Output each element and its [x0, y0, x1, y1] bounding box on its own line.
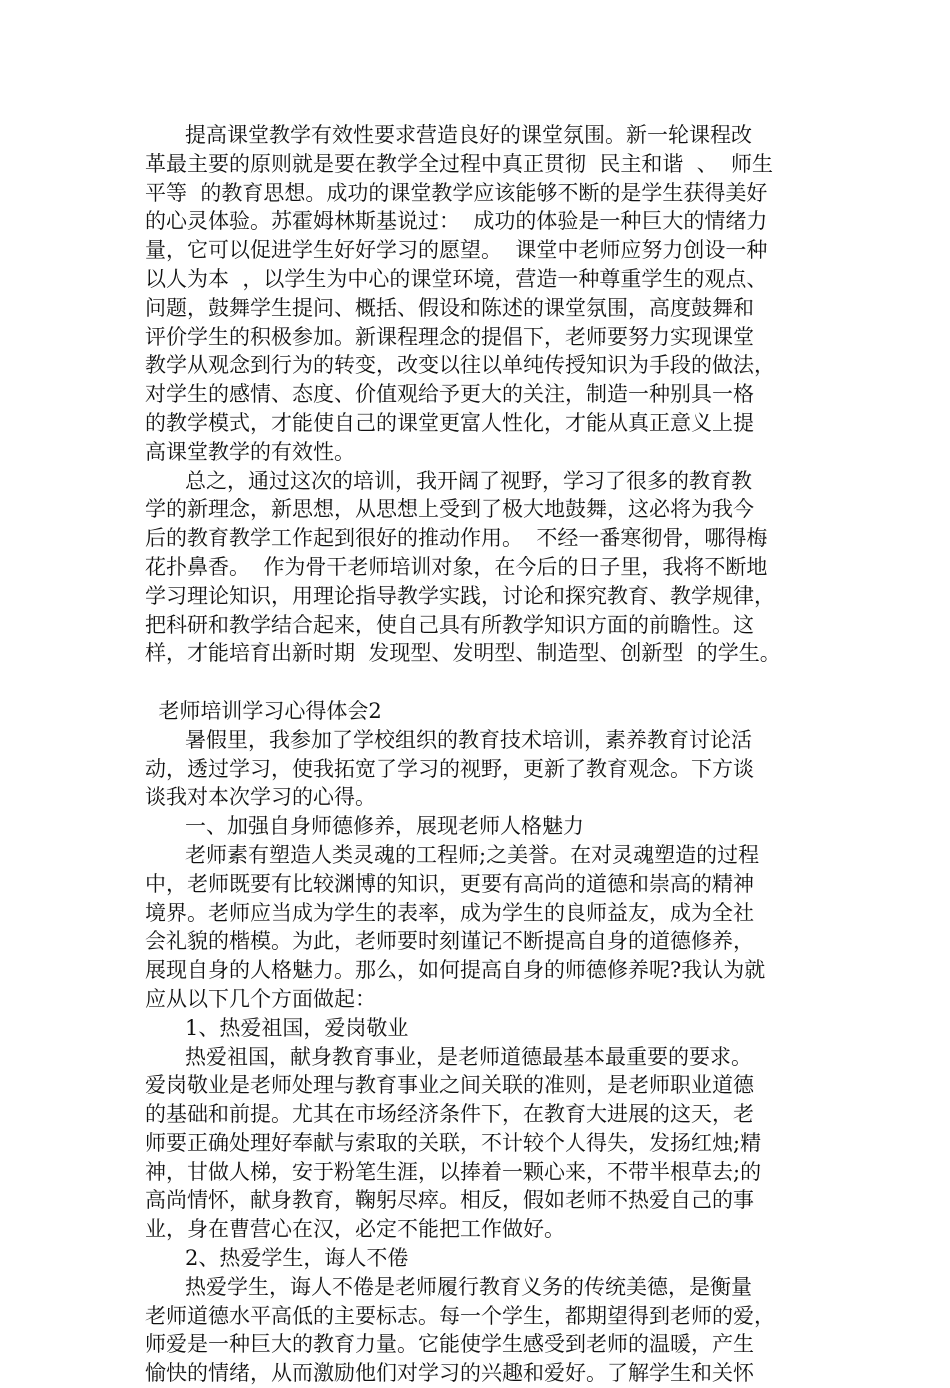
text-line: 师要正确处理好奉献与索取的关联，不计较个人得失，发扬红烛;精 [145, 1130, 762, 1155]
text-line: 境界。老师应当成为学生的表率，成为学生的良师益友，成为全社 [145, 900, 754, 925]
heading-love-country: 1、热爱祖国，爱岗敬业 [145, 1015, 409, 1040]
text-line: 热爱祖国，献身教育事业，是老师道德最基本最重要的要求。 [145, 1044, 753, 1069]
heading-love-students: 2、热爱学生，诲人不倦 [145, 1246, 409, 1271]
document-body [145, 121, 810, 1388]
text-line: 量，它可以促进学生好好学习的愿望。 课堂中老师应努力创设一种 [145, 238, 768, 263]
text-line: 评价学生的积极参加。新课程理念的提倡下，老师要努力实现课堂 [145, 324, 754, 349]
text-line: 问题，鼓舞学生提问、概括、假设和陈述的课堂氛围，高度鼓舞和 [145, 295, 754, 320]
text-line: 应从以下几个方面做起： [145, 986, 376, 1011]
text-line: 热爱学生，诲人不倦是老师履行教育义务的传统美德，是衡量 [145, 1274, 753, 1299]
text-line: 学习理论知识，用理论指导教学实践，讨论和探究教育、教学规律， [145, 583, 775, 608]
section-title: 老师培训学习心得体会2 [145, 698, 382, 723]
paragraph-summary [145, 467, 810, 669]
text-line: 谈我对本次学习的心得。 [145, 785, 376, 810]
text-line: 老师素有塑造人类灵魂的工程师;之美誉。在对灵魂塑造的过程 [145, 842, 760, 867]
text-line: 平等 的教育思想。成功的课堂教学应该能够不断的是学生获得美好 [145, 180, 768, 205]
text-line: 中，老师既要有比较渊博的知识，更要有高尚的道德和崇高的精神 [145, 871, 754, 896]
text-line: 革最主要的原则就是要在教学全过程中真正贯彻 民主和谐 、 师生 [145, 151, 774, 176]
text-line: 师爱是一种巨大的教育力量。它能使学生感受到老师的温暖，产生 [145, 1332, 754, 1357]
text-line: 动，透过学习，使我拓宽了学习的视野，更新了教育观念。下方谈 [145, 756, 754, 781]
paragraph-intro [145, 726, 810, 812]
text-line: 把科研和教学结合起来，使自己具有所教学知识方面的前瞻性。这 [145, 612, 754, 637]
paragraph-love-students [145, 1273, 810, 1388]
text-line: 的心灵体验。苏霍姆林斯基说过： 成功的体验是一种巨大的情绪力 [145, 209, 768, 234]
text-line: 学的新理念，新思想，从思想上受到了极大地鼓舞，这必将为我今 [145, 497, 754, 522]
text-line: 后的教育教学工作起到很好的推动作用。 不经一番寒彻骨，哪得梅 [145, 526, 768, 551]
blank-line [145, 668, 810, 697]
paragraph-ethics [145, 841, 810, 1014]
text-line: 暑假里，我参加了学校组织的教育技术培训，素养教育讨论活 [145, 727, 753, 752]
text-line: 展现自身的人格魅力。那么，如何提高自身的师德修养呢?我认为就 [145, 958, 766, 983]
text-line: 以人为本 ，以学生为中心的课堂环境，营造一种尊重学生的观点、 [145, 266, 768, 291]
text-line: 的教学模式，才能使自己的课堂更富人性化，才能从真正意义上提 [145, 410, 754, 435]
text-line: 的基础和前提。尤其在市场经济条件下，在教育大进展的这天，老 [145, 1102, 754, 1127]
text-line: 对学生的感情、态度、价值观给予更大的关注，制造一种别具一格 [145, 382, 754, 407]
text-line: 高尚情怀，献身教育，鞠躬尽瘁。相反，假如老师不热爱自己的事 [145, 1188, 754, 1213]
paragraph-love-country [145, 1043, 810, 1245]
text-line: 花扑鼻香。 作为骨干老师培训对象，在今后的日子里，我将不断地 [145, 554, 768, 579]
text-line: 样，才能培育出新时期 发现型、发明型、制造型、创新型 的学生。 [145, 641, 781, 666]
text-line: 神，甘做人梯，安于粉笔生涯，以捧着一颗心来，不带半根草去;的 [145, 1159, 762, 1184]
text-line: 教学从观念到行为的转变，改变以往以单纯传授知识为手段的做法， [145, 353, 775, 378]
paragraph-effective-teaching [145, 121, 810, 467]
text-line: 爱岗敬业是老师处理与教育事业之间关联的准则，是老师职业道德 [145, 1073, 754, 1098]
text-line: 高课堂教学的有效性。 [145, 439, 355, 464]
text-line: 老师道德水平高低的主要标志。每一个学生，都期望得到老师的爱， [145, 1303, 775, 1328]
text-line: 提高课堂教学有效性要求营造良好的课堂氛围。新一轮课程改 [145, 123, 753, 147]
text-line: 业，身在曹营心在汉，必定不能把工作做好。 [145, 1217, 565, 1242]
text-line: 愉快的情绪，从而激励他们对学习的兴趣和爱好。了解学生和关怀 [145, 1361, 754, 1386]
text-line: 总之，通过这次的培训，我开阔了视野，学习了很多的教育教 [145, 468, 753, 493]
text-line: 会礼貌的楷模。为此，老师要时刻谨记不断提高自身的道德修养， [145, 929, 754, 954]
heading-teacher-ethics: 一、加强自身师德修养，展现老师人格魅力 [145, 814, 585, 839]
